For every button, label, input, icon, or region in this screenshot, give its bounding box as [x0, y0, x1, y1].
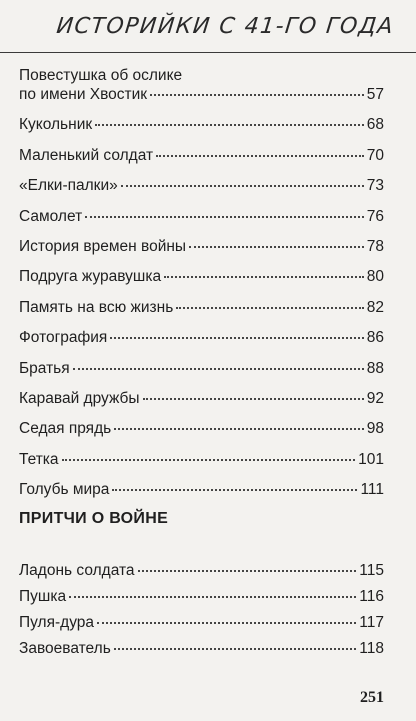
toc-entry [19, 587, 384, 606]
toc-entry-title: по имени Хвостик [19, 86, 148, 103]
toc-entry [19, 267, 384, 286]
toc-entry-title: Маленький солдат [19, 146, 154, 164]
toc-entry [19, 146, 384, 165]
toc-entry-page: 111 [360, 481, 384, 499]
toc-entry-page: 80 [366, 268, 384, 286]
toc-entry [19, 561, 384, 580]
toc-entry-title: Память на всю жизнь [19, 298, 174, 316]
toc-entry-page: 101 [358, 450, 384, 468]
toc-entry [19, 66, 384, 104]
toc-entry-page: 88 [366, 359, 384, 377]
toc-entry-page: 57 [366, 86, 384, 103]
toc-entry [19, 237, 384, 256]
toc-entry-title: История времен войны [19, 238, 187, 255]
toc-entry-title: Кукольник [19, 116, 93, 134]
section-heading: ПРИТЧИ О ВОЙНЕ [19, 510, 169, 527]
toc-entry-page: 70 [366, 146, 384, 164]
toc-entry-page: 73 [366, 177, 384, 195]
dot-leader [121, 185, 364, 187]
toc-entry [19, 450, 384, 469]
toc-entry-page: 76 [366, 207, 384, 225]
toc-entry [19, 639, 384, 658]
toc-entry [19, 176, 384, 195]
toc-entry-page: 118 [359, 640, 384, 657]
dot-leader [164, 276, 364, 278]
toc-entry-page: 78 [366, 238, 384, 255]
toc-entry-title: Голубь мира [19, 481, 110, 499]
toc-entry-title: Каравай дружбы [19, 390, 140, 407]
toc-entry [19, 389, 384, 408]
dot-leader [112, 489, 357, 491]
dot-leader [114, 428, 364, 430]
toc-entry-page: 68 [366, 116, 384, 134]
toc-entry [19, 359, 384, 378]
toc-entry-page: 115 [359, 562, 384, 579]
page-number: 251 [360, 689, 384, 706]
toc-entry [19, 328, 384, 347]
toc-entry-title: Самолет [19, 207, 83, 225]
toc-entry [19, 298, 384, 317]
toc-entry [19, 115, 384, 134]
toc-entry-title: Братья [19, 359, 70, 377]
toc-entry-title: Седая прядь [19, 420, 112, 438]
toc-entry-title: Пушка [19, 588, 67, 605]
toc-entry-title: Ладонь солдата [19, 562, 135, 579]
toc-entry-page: 86 [366, 329, 384, 347]
toc-entry-title: Повестушка об ослике [19, 67, 183, 84]
toc-entry-title: Фотография [19, 329, 108, 347]
toc-entry-title: Завоеватель [19, 640, 111, 657]
dot-leader [143, 398, 364, 400]
toc-entry-title: Подруга журавушка [19, 268, 162, 286]
toc-entry [19, 480, 384, 499]
dot-leader [176, 307, 363, 309]
toc-entry-page: 82 [366, 298, 384, 316]
dot-leader [95, 124, 364, 126]
toc-entry-title: «Елки-палки» [19, 177, 118, 195]
toc-entry-page: 98 [366, 420, 384, 438]
toc-entry-title: Тетка [19, 450, 59, 468]
dot-leader [97, 622, 356, 624]
toc-entry-page: 92 [366, 390, 384, 407]
dot-leader [114, 648, 357, 650]
dot-leader [138, 570, 357, 572]
dot-leader [73, 368, 364, 370]
toc-entry-title: Пуля-дура [19, 614, 95, 631]
header-rule [0, 52, 416, 53]
toc-entry [19, 613, 384, 632]
dot-leader [110, 337, 363, 339]
toc-entry-page: 116 [359, 588, 384, 605]
toc-entry-page: 117 [359, 614, 384, 631]
dot-leader [69, 596, 356, 598]
dot-leader [85, 216, 364, 218]
running-header: ИСТОРИЙКИ С 41-ГО ГОДА [55, 14, 396, 39]
dot-leader [150, 94, 364, 96]
dot-leader [62, 459, 356, 461]
dot-leader [189, 246, 364, 248]
toc-entry [19, 419, 384, 438]
dot-leader [156, 155, 364, 157]
toc-entry [19, 207, 384, 226]
